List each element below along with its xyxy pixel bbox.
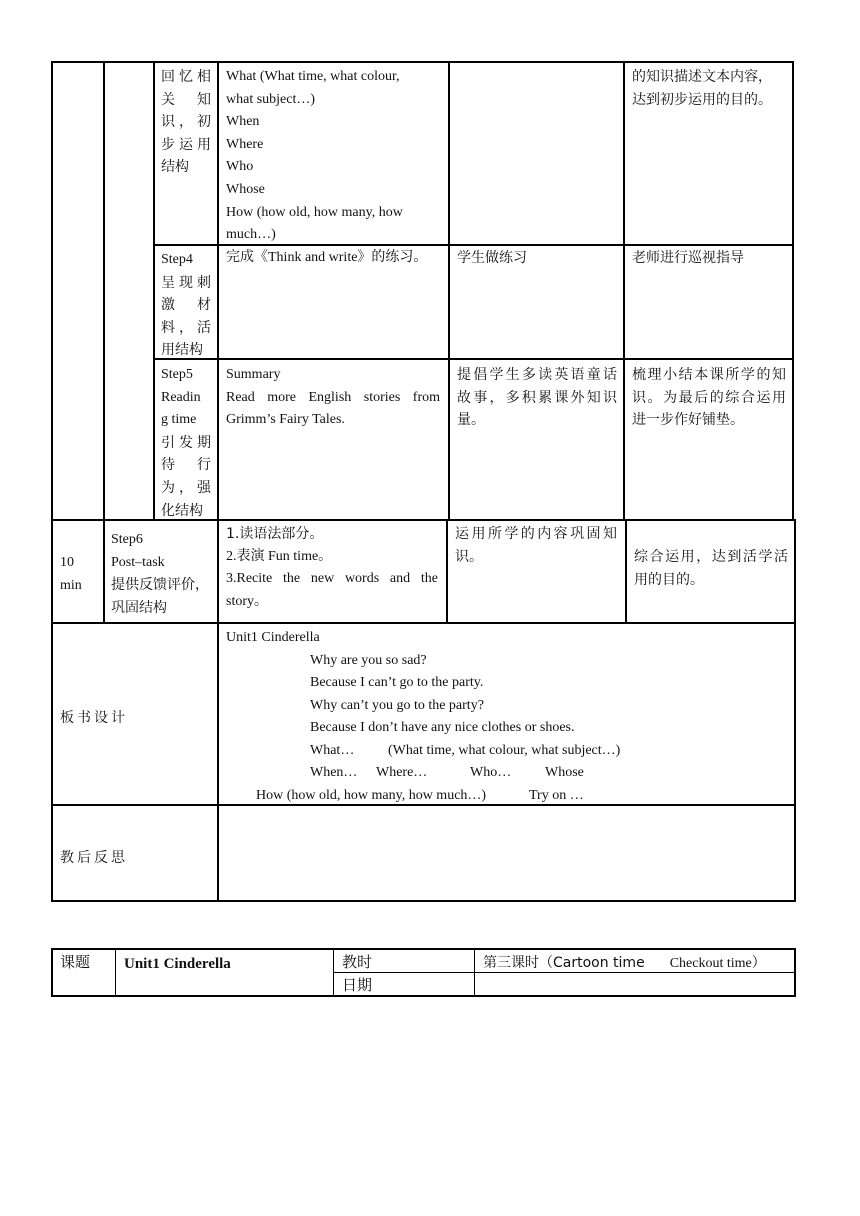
topic-value: Unit1 Cinderella	[124, 956, 231, 972]
content-line: Summary	[226, 367, 281, 382]
board-line: Who…	[470, 765, 512, 780]
board-line: What…	[310, 743, 355, 758]
content-line: 2.表演 Fun time。	[226, 548, 333, 564]
step-line: Post–task	[111, 554, 165, 570]
step-line: 提供反馈评价，	[111, 577, 209, 594]
table-border-left	[51, 948, 53, 997]
step-line: 引发期	[161, 434, 211, 451]
step-line: g time	[161, 412, 197, 428]
date-label: 日期	[342, 976, 373, 994]
step-line: 巩固结构	[111, 599, 167, 616]
column-divider	[333, 948, 334, 997]
content-line: what subject…)	[226, 91, 316, 107]
board-line: When…	[310, 765, 358, 780]
content-line: 3.Recite the new words and the	[226, 571, 438, 587]
content-line: 1.读语法部分。	[226, 526, 324, 542]
step-line: Step4	[161, 252, 193, 267]
step-line: 料，活	[161, 319, 211, 336]
board-design-label: 板书设计	[60, 710, 128, 726]
step-cell-step5	[161, 364, 211, 522]
board-line: Because I don’t have any nice clothes or shoes.	[310, 720, 575, 735]
step-cell-step4	[161, 249, 211, 362]
column-divider	[103, 61, 105, 624]
board-line: Whose	[545, 765, 584, 780]
teacher-cell-step5	[632, 364, 786, 432]
content-line: much…)	[226, 227, 276, 243]
content-line: story。	[226, 593, 268, 609]
board-line: Try on …	[529, 788, 584, 803]
board-line: Where…	[376, 765, 428, 780]
step-line: 关 知	[161, 91, 211, 108]
content-line: Grimm’s Fairy Tales.	[226, 412, 345, 428]
column-divider	[115, 948, 116, 997]
column-divider	[448, 61, 450, 521]
column-divider	[474, 948, 475, 997]
teacher-line: 梳理小结本课所学的知	[632, 367, 786, 383]
column-divider	[446, 519, 448, 624]
step-cell-recall	[161, 66, 211, 179]
content-line: Read more English stories from	[226, 389, 440, 405]
student-cell-step4: 学生做练习	[457, 250, 527, 266]
time-line: 10	[60, 555, 74, 570]
step-line: 识，初	[161, 114, 211, 131]
content-line: Who	[226, 159, 254, 175]
content-cell-step6	[226, 523, 438, 613]
teacher-cell-step4: 老师进行巡视指导	[632, 250, 744, 266]
step-cell-step6	[111, 529, 209, 619]
student-cell-step5	[457, 364, 617, 432]
table-border-top	[51, 948, 796, 950]
hours-value-part: 第三课时（Cartoon time	[483, 955, 645, 971]
table-border-right	[794, 519, 796, 902]
table-border-right	[792, 61, 794, 521]
board-line: Why can’t you go to the party?	[310, 698, 484, 713]
student-line: 故事，多积累课外知识	[457, 389, 617, 406]
board-line: How (how old, how many, how much…)	[256, 788, 487, 803]
hours-label: 教时	[342, 953, 373, 971]
step-line: 结构	[161, 159, 189, 176]
board-line: Why are you so sad?	[310, 653, 427, 668]
content-line: What (What time, what colour,	[226, 69, 400, 84]
teacher-line: 用的目的。	[634, 571, 704, 588]
table-border-top	[51, 61, 794, 63]
student-line: 识。	[455, 548, 483, 565]
step-line: 步运用	[161, 136, 211, 153]
topic-label: 课题	[60, 953, 91, 971]
content-line: How (how old, how many, how	[226, 204, 403, 220]
step-line: 化结构	[161, 502, 203, 519]
row-divider	[51, 622, 796, 624]
step-line: 呈现刺	[161, 274, 211, 291]
step-line: Step6	[111, 532, 143, 547]
content-line: Where	[226, 136, 264, 152]
time-cell-step6	[60, 552, 82, 597]
student-line: 量。	[457, 412, 485, 429]
student-line: 运用所学的内容巩固知	[455, 526, 617, 542]
table-border-bottom	[51, 900, 796, 902]
reflection-label: 教后反思	[60, 850, 128, 866]
teacher-line: 达到初步运用的目的。	[632, 91, 772, 108]
step-line: 用结构	[161, 342, 203, 359]
content-cell-step4: 完成《Think and write》的练习。	[226, 250, 428, 265]
board-title: Unit1 Cinderella	[226, 630, 320, 645]
content-cell-step5	[226, 364, 440, 432]
teacher-cell-recall	[632, 66, 772, 111]
teacher-cell-step6	[634, 546, 788, 591]
student-cell-step6	[455, 523, 617, 568]
student-line: 提倡学生多读英语童话	[457, 367, 617, 383]
teacher-line: 进一步作好铺垫。	[632, 412, 744, 429]
teacher-line: 综合运用，达到活学活	[634, 549, 788, 565]
teacher-line: 识。为最后的综合运用	[632, 389, 786, 406]
step-line: 待 行	[161, 457, 211, 474]
reflection-content-cell	[219, 806, 792, 900]
table-border-left	[51, 61, 53, 902]
step-line: Step5	[161, 367, 193, 382]
column-divider	[625, 519, 627, 624]
teacher-line: 的知识描述文本内容，	[632, 69, 772, 85]
time-line: min	[60, 577, 82, 593]
column-divider	[623, 61, 625, 521]
board-line: (What time, what colour, what subject…)	[388, 743, 621, 758]
step-line: 回忆相	[161, 69, 211, 85]
row-divider	[153, 358, 794, 360]
content-cell-recall	[226, 66, 403, 247]
hours-value	[483, 952, 766, 976]
content-line: When	[226, 114, 260, 130]
table-border-bottom	[51, 995, 796, 997]
board-line: Because I can’t go to the party.	[310, 675, 484, 690]
column-divider	[153, 61, 155, 521]
step-line: Readin	[161, 389, 201, 405]
step-line: 激 材	[161, 297, 211, 314]
step-line: 为，强	[161, 479, 211, 496]
hours-value-part: Checkout time）	[669, 956, 766, 971]
table-border-right	[794, 948, 796, 997]
column-divider	[217, 61, 219, 902]
content-line: Whose	[226, 181, 265, 197]
